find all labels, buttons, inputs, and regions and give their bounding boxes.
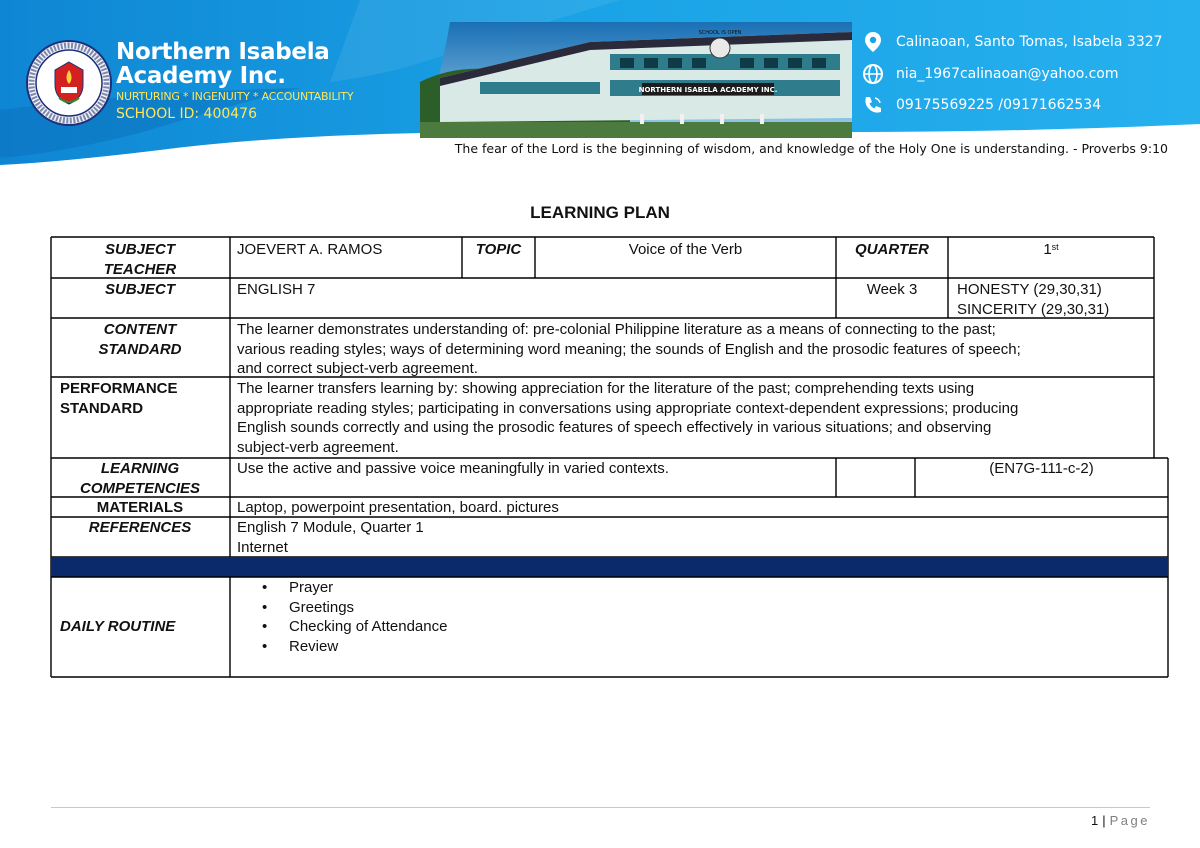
label-subject-teacher-line-1: SUBJECT — [104, 241, 175, 258]
location-pin-icon — [862, 31, 884, 53]
page-number: 1 | Page — [1091, 813, 1150, 828]
performance-standard-line-1: The learner transfers learning by: showing appreciation for the literature of the past; comprehending texts using — [237, 380, 975, 397]
label-daily-routine: DAILY ROUTINE — [60, 618, 176, 635]
email-text[interactable]: nia_1967calinaoan@yahoo.com — [896, 66, 1119, 82]
reference-internet: Internet — [237, 538, 288, 556]
school-building-photo — [420, 22, 852, 138]
week-value: Week 3 — [866, 281, 918, 298]
contact-phone — [862, 94, 1101, 116]
label-content-standard-line-1: CONTENT — [103, 321, 177, 338]
quarter-number: 1 — [1043, 241, 1052, 258]
performance-standard-line-3: English sounds correctly and using the prosodic features of speech effectively in various situations; and observing — [237, 419, 992, 436]
globe-icon — [862, 63, 884, 85]
content-standard-line-3: and correct subject-verb agreement. — [237, 360, 478, 377]
school-name-line-2: Academy Inc. — [116, 63, 286, 89]
label-learning-competencies — [52, 459, 228, 498]
school-id: SCHOOL ID: 400476 — [116, 106, 257, 122]
topic-value: Voice of the Verb — [628, 241, 743, 258]
photo-small-sign: SCHOOL IS OPEN — [698, 30, 742, 36]
school-name — [116, 40, 330, 88]
page-number-value: 1 — [1091, 813, 1099, 828]
label-subject: SUBJECT — [104, 281, 175, 298]
contact-email — [862, 63, 1118, 85]
label-topic: TOPIC — [475, 241, 522, 258]
value-honesty: HONESTY (29,30,31) — [957, 281, 1102, 298]
list-item: • Prayer — [237, 578, 447, 598]
reference-module: English 7 Module, Quarter 1 — [237, 519, 424, 536]
values-focus — [957, 280, 1109, 319]
label-references: REFERENCES — [88, 519, 192, 536]
label-learning-competencies-line-2: COMPETENCIES — [79, 479, 200, 497]
label-performance-standard-line-1: PERFORMANCE — [60, 380, 178, 397]
content-standard-line-1: The learner demonstrates understanding of: pre-colonial Philippine literature as a means of connecting to the past; — [237, 321, 996, 338]
list-item: • Review — [237, 637, 447, 657]
quarter-value — [950, 240, 1152, 260]
label-performance-standard-line-2: STANDARD — [60, 399, 144, 417]
school-name-line-1: Northern Isabela — [116, 39, 330, 65]
teacher-name: JOEVERT A. RAMOS — [237, 241, 383, 258]
content-standard-text — [237, 320, 1152, 379]
footer-divider — [51, 807, 1150, 808]
label-content-standard-line-2: STANDARD — [98, 340, 182, 358]
photo-building-sign: NORTHERN ISABELA ACADEMY INC. — [638, 86, 778, 94]
bible-quote: The fear of the Lord is the beginning of wisdom, and knowledge of the Holy One is understanding. - Proverbs 9:10 — [454, 141, 1168, 156]
label-subject-teacher-line-2: TEACHER — [103, 260, 177, 278]
phone-text: 09175569225 /09171662534 — [896, 97, 1102, 113]
learning-competency-text: Use the active and passive voice meaningfully in varied contexts. — [237, 460, 669, 477]
subject-value: ENGLISH 7 — [237, 281, 316, 298]
label-content-standard — [52, 320, 228, 359]
label-subject-teacher — [52, 240, 228, 279]
performance-standard-line-2: appropriate reading styles; participating in conversations using appropriate context-dependent expressions; producing — [237, 399, 1019, 417]
list-item: • Checking of Attendance — [237, 617, 447, 637]
references-value — [237, 518, 424, 557]
content-standard-line-2: various reading styles; ways of determining word meaning; the sounds of English and the prosodic features of speech; — [237, 340, 1021, 358]
address-text: Calinaoan, Santo Tomas, Isabela 3327 — [896, 34, 1163, 50]
materials-value: Laptop, powerpoint presentation, board. pictures — [237, 499, 559, 516]
competency-code: (EN7G-111-c-2) — [989, 460, 1094, 477]
label-learning-competencies-line-1: LEARNING — [100, 460, 180, 477]
page-word: Page — [1109, 813, 1150, 828]
label-performance-standard — [60, 379, 228, 418]
performance-standard-text — [237, 379, 1152, 457]
list-item: • Greetings — [237, 598, 447, 618]
contact-address — [862, 31, 1163, 53]
phone-icon — [862, 94, 884, 116]
label-quarter: QUARTER — [855, 241, 929, 258]
document-title: LEARNING PLAN — [530, 203, 670, 222]
value-sincerity: SINCERITY (29,30,31) — [957, 300, 1110, 318]
label-materials: MATERIALS — [96, 499, 184, 516]
daily-routine-list — [237, 578, 447, 656]
school-motto: NURTURING * INGENUITY * ACCOUNTABILITY — [116, 90, 354, 103]
performance-standard-line-4: subject-verb agreement. — [237, 438, 399, 456]
school-seal-logo — [26, 40, 112, 126]
section-divider-band — [51, 557, 1168, 577]
quarter-ordinal-suffix: st — [1051, 242, 1059, 252]
